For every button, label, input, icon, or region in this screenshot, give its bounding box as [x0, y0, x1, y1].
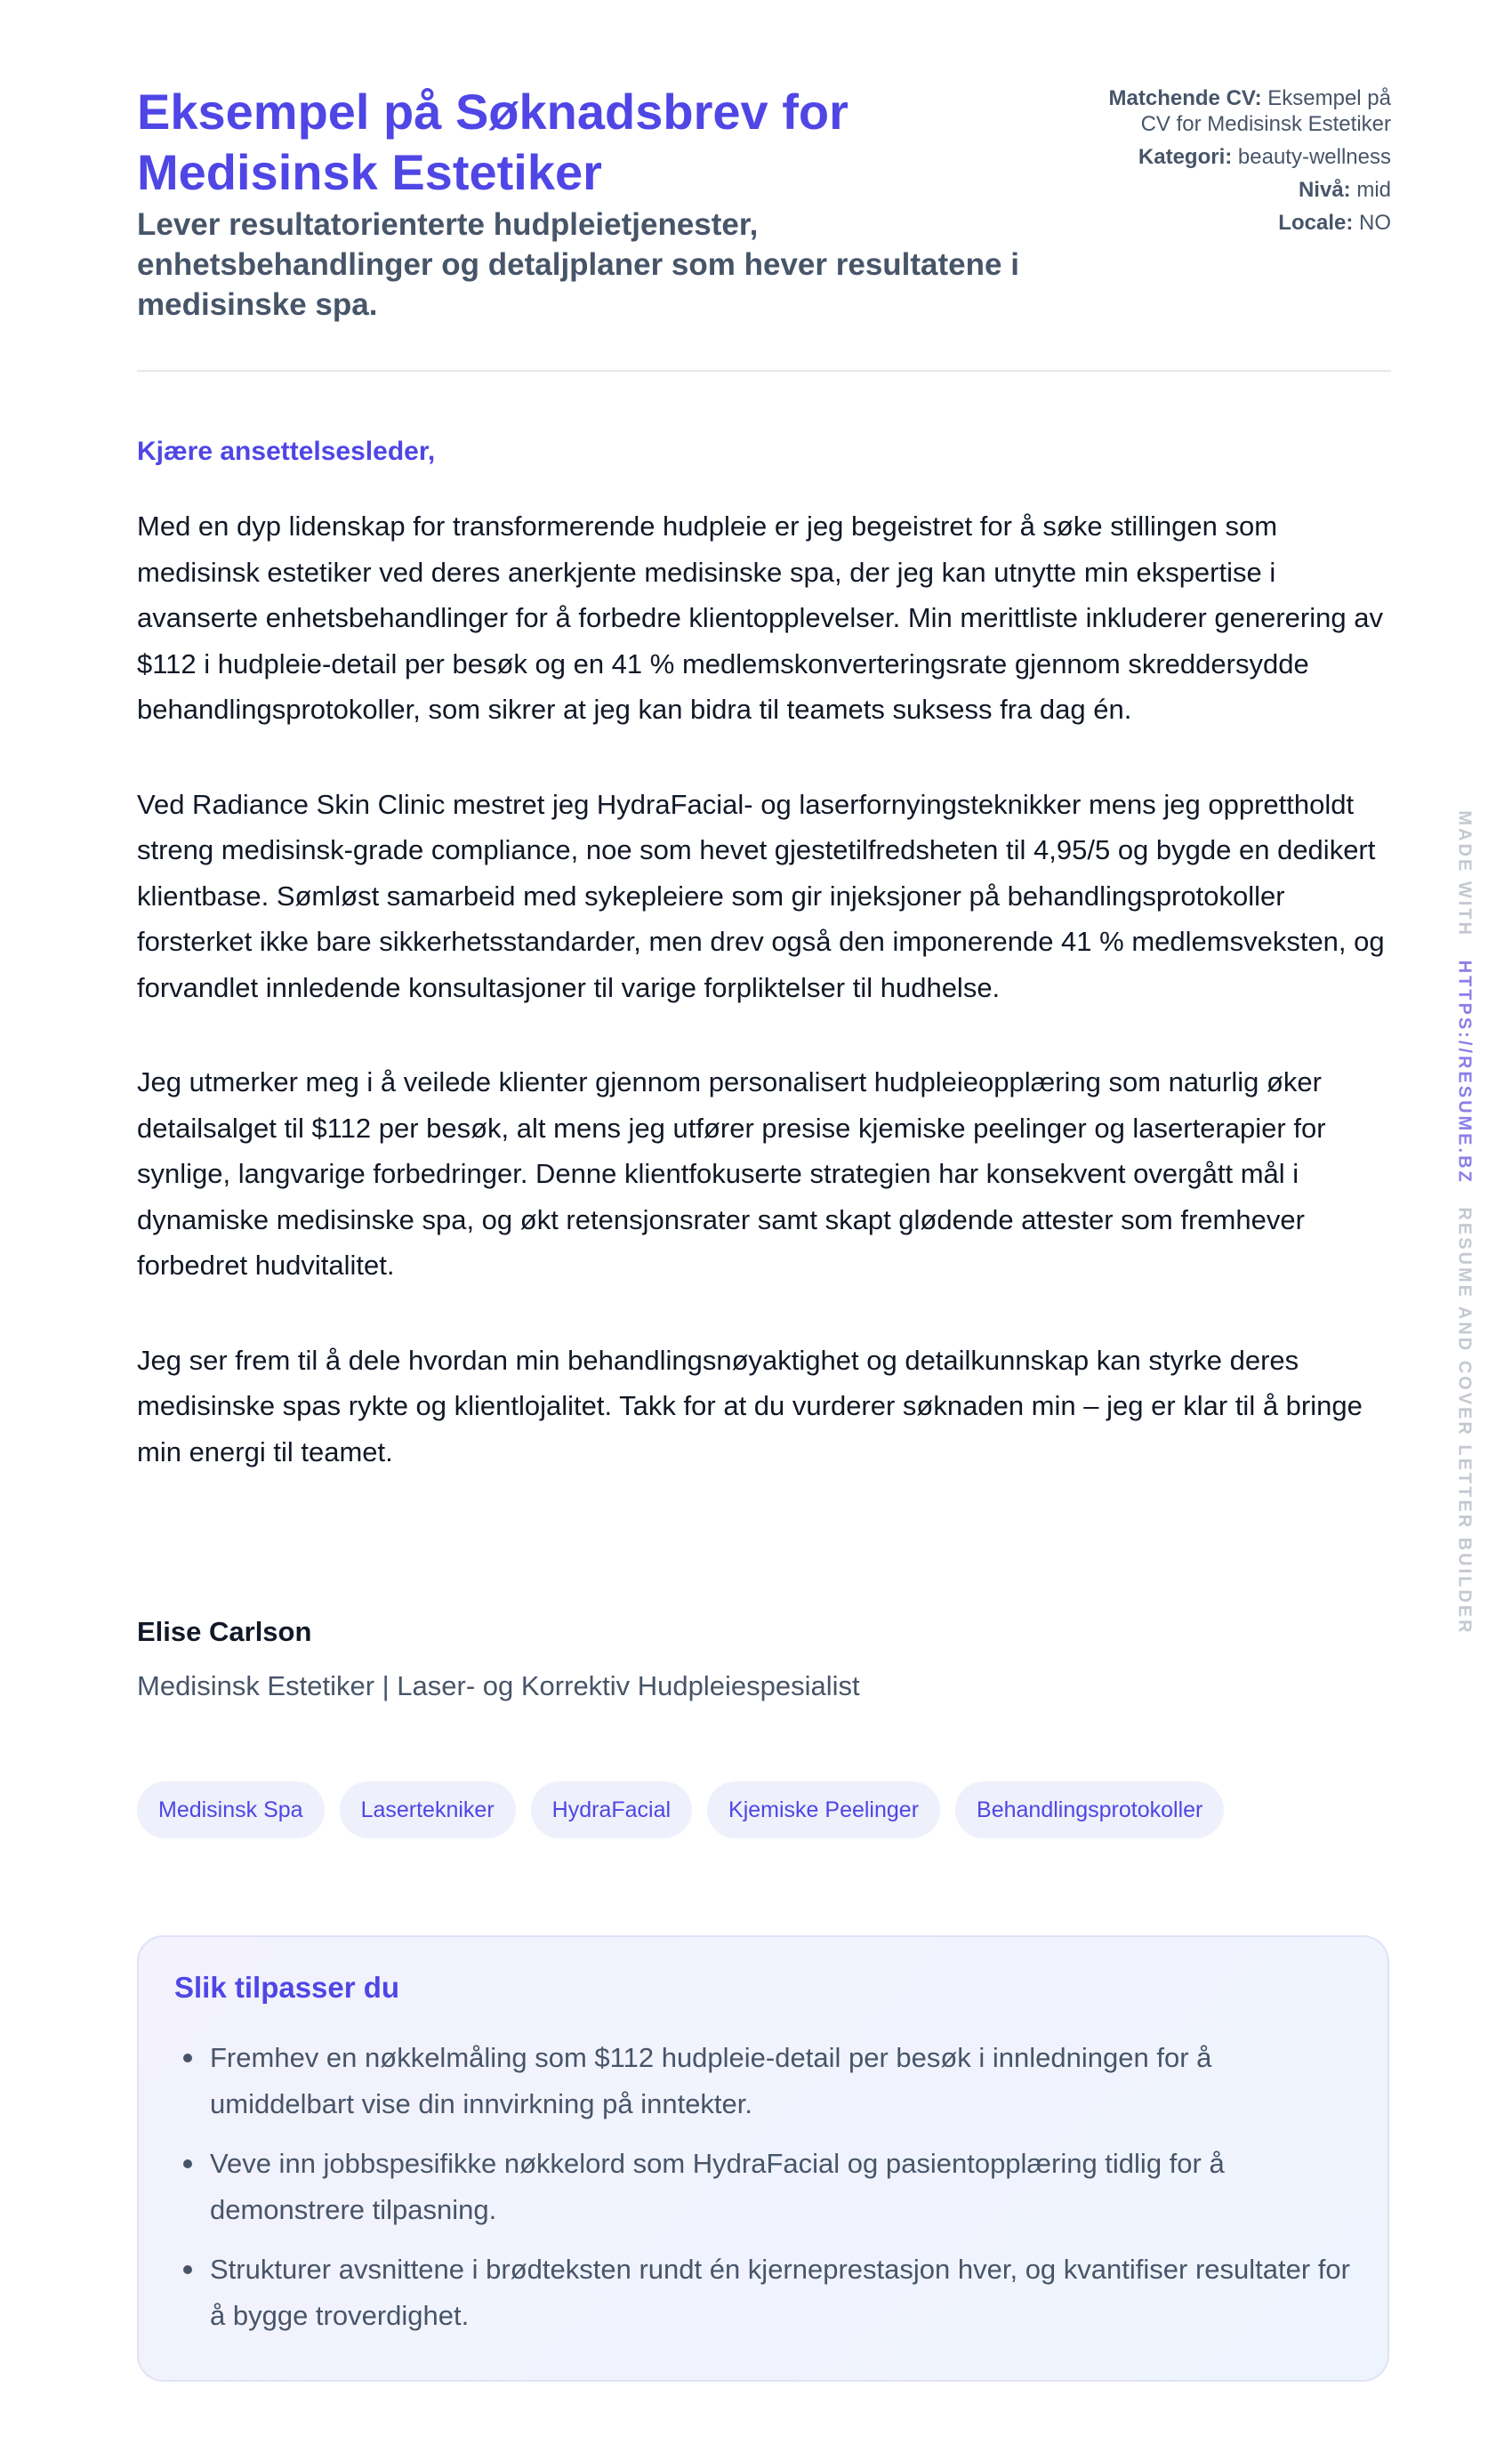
meta-category — [1098, 144, 1391, 170]
tag-chip: Kjemiske Peelinger — [707, 1781, 940, 1838]
watermark-prefix: MADE WITH — [1454, 810, 1475, 937]
vertical-watermark — [1454, 810, 1475, 1635]
salutation: Kjære ansettelsesleder, — [137, 437, 436, 466]
tag-chip: HydraFacial — [531, 1781, 692, 1838]
bullet-icon — [183, 2265, 192, 2274]
meta-value: mid — [1356, 178, 1391, 202]
meta-value: NO — [1359, 211, 1391, 235]
meta-key: Locale: — [1278, 211, 1354, 235]
meta-panel — [1098, 85, 1391, 243]
signature-name: Elise Carlson — [137, 1616, 312, 1647]
bullet-icon — [183, 2159, 192, 2168]
tip-text: Strukturer avsnittene i brødteksten rundt én kjerneprestasjon hver, og kvantifiser resultater for å bygge troverdighet. — [210, 2254, 1350, 2331]
signature-role: Medisinsk Estetiker | Laser- og Korrektiv Hudpleiespesialist — [137, 1670, 860, 1701]
meta-value: Eksempel på CV for Medisinsk Estetiker — [1140, 86, 1391, 136]
watermark-suffix: RESUME AND COVER LETTER BUILDER — [1454, 1207, 1475, 1636]
letter-paragraph: Med en dyp lidenskap for transformerende hudpleie er jeg begeistret for å søke stillingen som medisinsk estetiker ved deres anerkjente medisinske spa, der jeg kan utnytte min ekspertise i avanserte enhetsbehandlinger for å forbedre klientopplevelser. Min merittliste inkluderer generering av $112 i hudpleie-detail per besøk og en 41 % medlemskonverteringsrate gjennom skreddersydde behandlingsprotokoller, som sikrer at jeg kan bidra til teamets suksess fra dag én. — [137, 511, 1383, 725]
list-item — [174, 2247, 1357, 2338]
tag-chip: Medisinsk Spa — [137, 1781, 325, 1838]
meta-key: Nivå: — [1298, 178, 1351, 202]
list-item — [174, 2035, 1357, 2126]
tips-title: Slik tilpasser du — [174, 1971, 400, 2004]
meta-level — [1098, 177, 1391, 203]
page-title: Eksempel på Søknadsbrev for Medisinsk Estetiker — [137, 84, 848, 200]
tag-list — [137, 1781, 1224, 1838]
header — [137, 82, 1391, 370]
watermark-link[interactable]: HTTPS://RESUME.BZ — [1454, 960, 1475, 1185]
letter-paragraph: Ved Radiance Skin Clinic mestret jeg HydraFacial- og laserfornyingsteknikker mens jeg opprettholdt streng medisinsk-grade compliance, noe som hevet gjestetilfredsheten til 4,95/5 og bygde en dedikert klientbase. Sømløst samarbeid med sykepleiere som gir injeksjoner på behandlingsprotokoller forsterket ikke bare sikkerhetsstandarder, men drev også den imponerende 41 % medlemsveksten, og forvandlet innledende konsultasjoner til varige forpliktelser til hudhelse. — [137, 788, 1385, 1003]
meta-matching-cv — [1098, 85, 1391, 137]
letter-paragraph: Jeg ser frem til å dele hvordan min behandlingsnøyaktighet og detailkunnskap kan styrke deres medisinske spas rykte og klientlojalitet. Takk for at du vurderer søknaden min – jeg er klar til å bringe min energi til teamet. — [137, 1344, 1363, 1467]
tip-text: Fremhev en nøkkelmåling som $112 hudpleie-detail per besøk i innledningen for å umiddelbart vise din innvirkning på inntekter. — [210, 2042, 1212, 2119]
page-subtitle: Lever resultatorienterte hudpleietjenester, enhetsbehandlinger og detaljplaner som hever resultatene i medisinske spa. — [137, 207, 1019, 322]
meta-locale — [1098, 210, 1391, 236]
meta-key: Kategori: — [1138, 145, 1233, 169]
tip-text: Veve inn jobbspesifikke nøkkelord som HydraFacial og pasientopplæring tidlig for å demonstrere tilpasning. — [210, 2148, 1225, 2225]
letter-body — [137, 503, 1391, 1523]
meta-value: beauty-wellness — [1237, 145, 1391, 169]
list-item — [174, 2141, 1357, 2232]
letter-paragraph: Jeg utmerker meg i å veilede klienter gjennom personalisert hudpleieopplæring som naturlig øker detailsalget til $112 per besøk, alt mens jeg utfører presise kjemiske peelinger og laserterapier for synlige, langvarige forbedringer. Denne klientfokuserte strategien har konsekvent overgått mål i dynamiske medisinske spa, og økt retensjonsrater samt skapt glødende attester som fremhever forbedret hudvitalitet. — [137, 1066, 1326, 1281]
tag-chip: Lasertekniker — [340, 1781, 516, 1838]
meta-key: Matchende CV: — [1108, 86, 1262, 110]
tips-list — [174, 2035, 1357, 2352]
tag-chip: Behandlingsprotokoller — [955, 1781, 1224, 1838]
header-divider — [137, 370, 1391, 372]
tips-box — [137, 1935, 1389, 2382]
bullet-icon — [183, 2054, 192, 2062]
